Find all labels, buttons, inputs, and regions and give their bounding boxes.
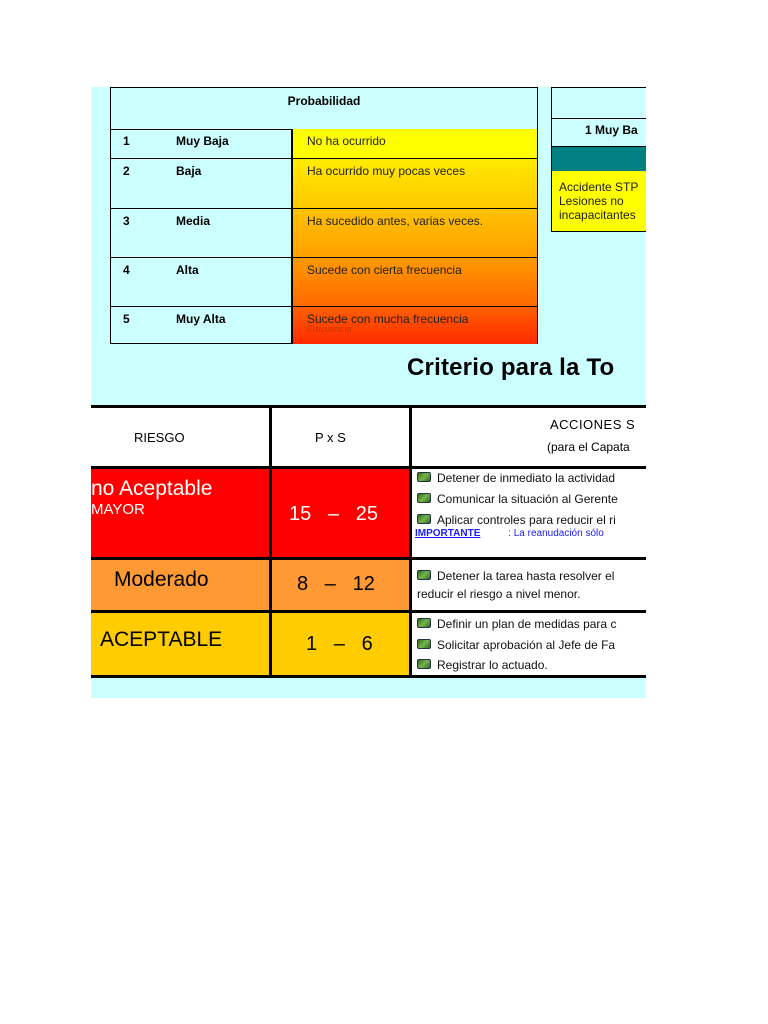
leaf-bullet-icon [417, 493, 431, 503]
probability-number: 1 [123, 134, 130, 148]
probability-number: 2 [123, 164, 130, 178]
probability-number: 4 [123, 263, 130, 277]
severity-level-header: 1 Muy Ba [552, 119, 646, 147]
probability-row [111, 258, 537, 307]
probability-row [111, 159, 537, 209]
important-label: IMPORTANTE [415, 528, 481, 539]
action-text: Definir un plan de medidas para c [437, 617, 617, 631]
probability-number: 3 [123, 214, 130, 228]
grid-line [91, 466, 646, 469]
risk-range-mayor: 15 – 25 [289, 503, 378, 525]
probability-level: Muy Baja [176, 134, 229, 148]
action-item [417, 658, 548, 672]
probability-description: Ha ocurrido muy pocas veces [307, 164, 466, 178]
probability-description: No ha ocurrido [307, 134, 386, 148]
action-item [417, 638, 615, 652]
action-text: Detener la tarea hasta resolver el [437, 569, 615, 583]
grid-line [91, 405, 646, 408]
action-item [417, 617, 616, 631]
probability-description: Sucede con mucha frecuencia [307, 312, 469, 326]
probability-row [111, 129, 537, 159]
leaf-bullet-icon [417, 472, 431, 482]
probability-row [111, 307, 537, 344]
leaf-bullet-icon [417, 659, 431, 669]
severity-desc-line: incapacitantes [559, 208, 636, 222]
severity-title-cell [552, 87, 646, 119]
header-riesgo: RIESGO [134, 430, 185, 445]
action-text: Detener de inmediato la actividad [437, 471, 616, 485]
action-item [417, 492, 618, 506]
probability-description-cell [291, 129, 537, 158]
grid-line [269, 405, 272, 678]
probability-row [111, 209, 537, 258]
leaf-bullet-icon [417, 514, 431, 524]
probability-level: Media [176, 214, 211, 228]
probability-description-cell [291, 159, 537, 208]
severity-desc-line: Lesiones no [559, 194, 624, 208]
probability-description-cell [291, 307, 537, 344]
probability-level: Baja [176, 164, 202, 178]
header-acciones-sub: (para el Capata [547, 440, 630, 454]
risk-row-moderado-actions-bg [411, 559, 646, 612]
grid-line [409, 405, 412, 678]
grid-line [91, 675, 646, 678]
probability-table [110, 87, 538, 344]
action-item [417, 513, 616, 527]
important-note [415, 528, 604, 539]
grid-line [91, 557, 646, 560]
leaf-bullet-icon [417, 570, 431, 580]
severity-band [552, 147, 646, 171]
probability-description: Ha sucedido antes, varias veces. [307, 214, 484, 228]
action-text: Comunicar la situación al Gerente [437, 492, 618, 506]
severity-desc-line: Accidente STP [559, 180, 639, 194]
action-continuation: reducir el riesgo a nivel menor. [417, 587, 581, 601]
probability-level: Muy Alta [176, 312, 226, 326]
important-text: : La reanudación sólo [508, 528, 604, 539]
risk-range-moderado: 8 – 12 [297, 573, 375, 595]
leaf-bullet-icon [417, 618, 431, 628]
probability-description-cell [291, 209, 537, 257]
leaf-bullet-icon [417, 639, 431, 649]
risk-sublabel-mayor: MAYOR [91, 501, 145, 518]
probability-number: 5 [123, 312, 130, 326]
probability-title: Probabilidad [111, 88, 537, 130]
action-text: Registrar lo actuado. [437, 658, 548, 672]
probability-level: Alta [176, 263, 199, 277]
grid-line [91, 610, 646, 613]
action-item [417, 569, 614, 583]
spreadsheet-area [91, 87, 646, 698]
action-text: Aplicar controles para reducir el ri [437, 513, 616, 527]
probability-description-cell [291, 258, 537, 306]
risk-table [91, 405, 646, 678]
header-acciones: ACCIONES S [550, 417, 636, 432]
probability-description: Sucede con cierta frecuencia [307, 263, 462, 277]
header-pxs: P x S [315, 430, 346, 445]
severity-table [551, 87, 646, 232]
action-item [417, 471, 615, 485]
risk-range-aceptable: 1 – 6 [306, 633, 373, 655]
action-text: Solicitar aprobación al Jefe de Fa [437, 638, 616, 652]
severity-description [552, 171, 646, 232]
risk-label-aceptable: ACEPTABLE [100, 628, 223, 651]
risk-label-moderado: Moderado [114, 568, 209, 591]
risk-label-no-aceptable: no Aceptable [91, 477, 213, 500]
criterio-title: Criterio para la To [407, 354, 615, 381]
probability-ghost-text: Frecuencia [307, 324, 352, 334]
